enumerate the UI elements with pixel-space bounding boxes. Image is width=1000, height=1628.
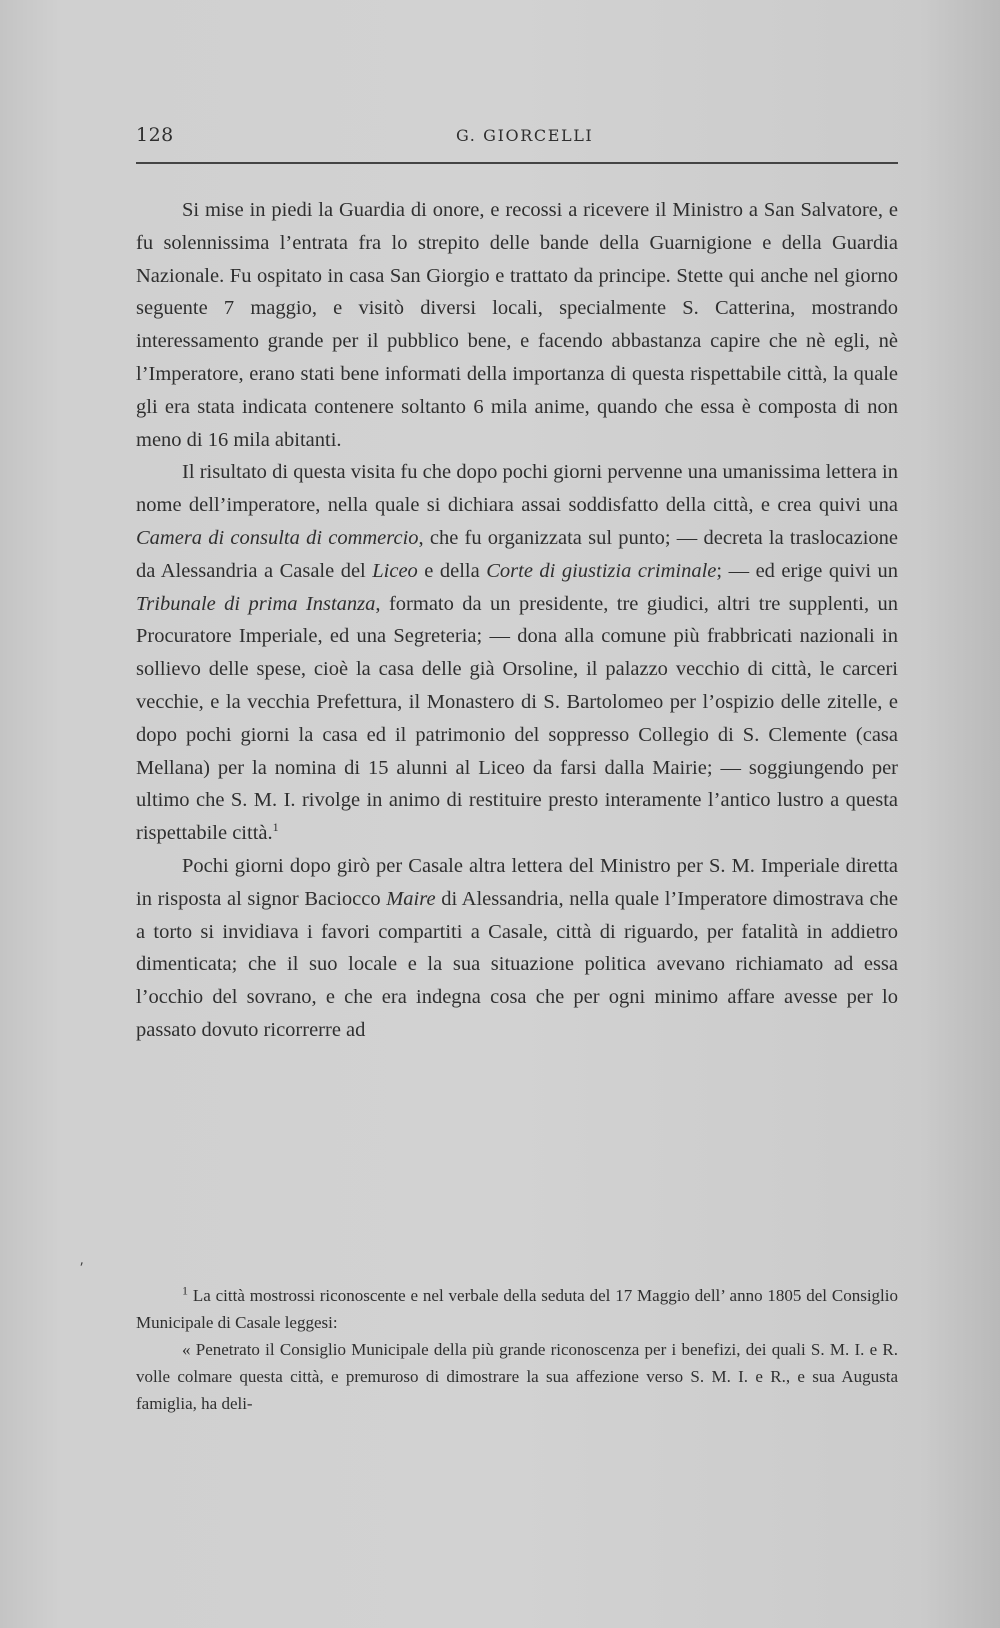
paragraph-3: Pochi giorni dopo girò per Casale altra lettera del Ministro per S. M. Imperiale diretta in risposta al signor Baciocco Maire di Alessandria, nella quale l’Imperatore dimostrava che a torto si invidiava i favori compartiti a Casale, città di riguardo, per fatalità in addietro dimenticata; che il suo locale e la sua situazione politica avevano richiamato ad essa l’occhio del sovrano, e che era indegna cosa che per ogni minimo affare avesse per lo passato dovuto ricorrerre ad xyxy=(136,854,898,1041)
italic-term: Corte di giustizia criminale xyxy=(486,559,717,582)
italic-term: Maire xyxy=(386,887,436,910)
page-header xyxy=(136,124,898,156)
footnote-ref: 1 xyxy=(272,820,279,835)
footnotes xyxy=(136,1282,898,1417)
page-number: 128 xyxy=(136,124,174,146)
body-text xyxy=(136,194,898,1047)
header-rule xyxy=(136,162,898,164)
running-title: G. GIORCELLI xyxy=(456,126,594,145)
italic-term: Camera di consulta di commercio xyxy=(136,526,419,549)
italic-term: Tribunale di prima Instanza xyxy=(136,592,376,615)
paragraph-1: Si mise in piedi la Guardia di onore, e recossi a ricevere il Ministro a San Salvatore, e fu solennissima l’entrata fra lo strepito delle bande della Guarnigione e della Guardia Nazionale. Fu ospitato in casa San Giorgio e trattato da principe. Stette qui anche nel giorno seguente 7 maggio, e visitò diversi locali, specialmente S. Catterina, mostrando interessamento grande per il pubblico bene, e facendo abbastanza capire che nè egli, nè l’Imperatore, erano stati bene informati della importanza di questa rispettabile città, la quale gli era stata indicata contenere soltanto 6 mila anime, quando che essa è composta di non meno di 16 mila abitanti. xyxy=(136,199,898,451)
footnote-1-quote: « Penetrato il Consiglio Municipale della più grande riconoscenza per i benefizi, dei quali S. M. I. e R. volle colmare questa città, e premuroso di dimostrare la sua affezione verso S. M. I. e R., e sua Augusta famiglia, ha deli- xyxy=(136,1340,898,1413)
footnote-1: $^1$ La città mostrossi riconoscente e nel verbale della seduta del 17 Maggio dell’ anno 1805 del Consiglio Municipale di Casale leggesi: xyxy=(136,1283,899,1332)
margin-mark: ⸴ xyxy=(80,1254,84,1270)
footnote-number: 1 xyxy=(182,1283,188,1298)
italic-term: Liceo xyxy=(372,559,418,582)
paragraph-2: Il risultato di questa visita fu che dopo pochi giorni pervenne una umanissima lettera in nome dell’imperatore, nella quale si dichiara assai soddisfatto della città, e crea quivi una Camera di consulta di commercio, che fu organizzata sul punto; — decreta la traslocazione da Alessandria a Casale del Liceo e della Corte di giustizia criminale; — ed erige quivi un Tribunale di prima Instanza, formato da un presidente, tre giudici, altri tre supplenti, un Procuratore Imperiale, ed una Segreteria; — dona alla comune più frabbricati nazionali in sollievo delle spese, cioè la casa delle già Orsoline, il palazzo vecchio di città, le carceri vecchie, e la vecchia Prefettura, il Monastero di S. Bartolomeo per l’ospizio delle zitelle, e dopo pochi giorni la casa ed il patrimonio del soppresso Collegio di S. Clemente (casa Mellana) per la nomina di 15 alunni al Liceo da farsi dalla Mairie; — soggiungendo per ultimo che S. M. I. rivolge in animo di restituire presto interamente l’antico lustro a questa rispettabile città.$^1$ xyxy=(136,461,899,845)
